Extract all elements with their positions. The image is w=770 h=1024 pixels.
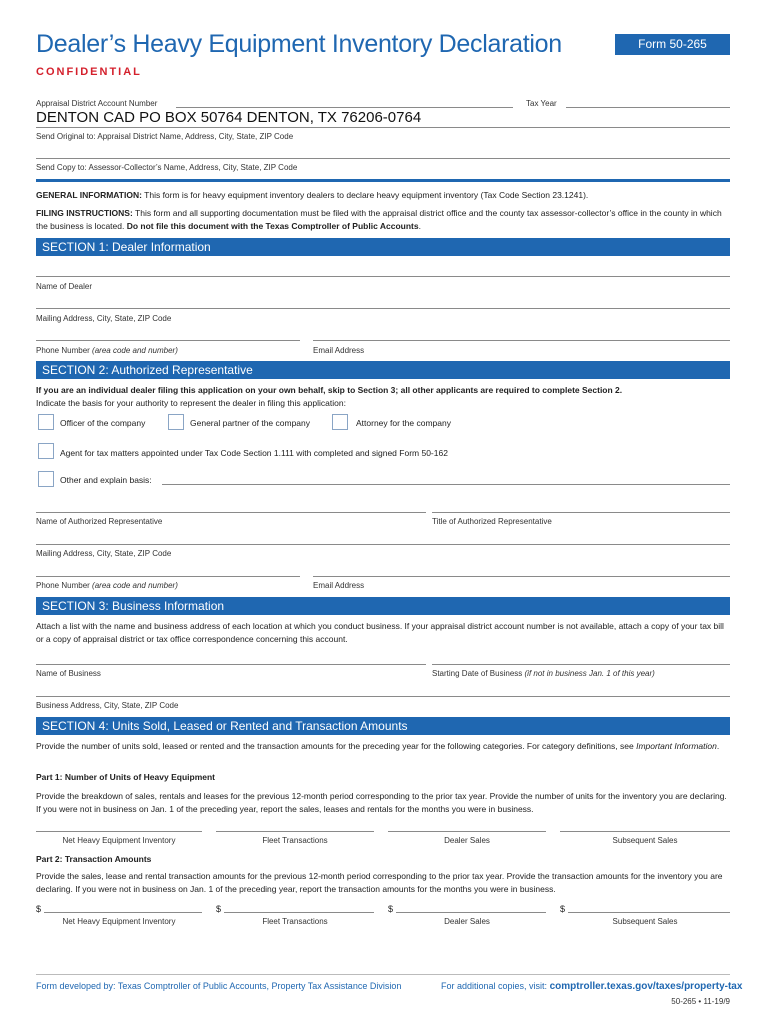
confidential-label: CONFIDENTIAL [36, 66, 142, 78]
business-name-field[interactable] [36, 664, 426, 665]
part-1-text: Provide the breakdown of sales, rentals and leases for the previous 12-month period corresponding to the prior tax year. Provide the number of units for the inventory you are declaring. If you were not in business on Jan. 1 of the preceding year, report the sales, leases and rentals for the months you were in business. [36, 791, 727, 814]
appraisal-account-label: Appraisal District Account Number [36, 99, 158, 108]
rep-email-field[interactable] [313, 576, 730, 577]
send-original-line [36, 127, 730, 128]
footer-divider [36, 974, 730, 975]
rep-phone-label: Phone Number (area code and number) [36, 581, 178, 590]
section-2-header: SECTION 2: Authorized Representative [36, 361, 730, 379]
section-4-header: SECTION 4: Units Sold, Leased or Rented and Transaction Amounts [36, 717, 730, 735]
dealer-name-label: Name of Dealer [36, 282, 93, 291]
business-address-label: Business Address, City, State, ZIP Code [36, 701, 179, 710]
units-dealer-sales-field[interactable] [388, 831, 546, 832]
footer-developed-by: Form developed by: Texas Comptroller of Public Accounts, Property Tax Assistance Division [36, 981, 402, 991]
send-original-value[interactable]: DENTON CAD PO BOX 50764 DENTON, TX 76206-0764 [36, 109, 422, 126]
units-net-inventory-label: Net Heavy Equipment Inventory [62, 836, 176, 845]
dealer-email-label: Email Address [313, 346, 365, 355]
rep-phone-field[interactable] [36, 576, 300, 577]
header-divider [36, 179, 730, 182]
other-checkbox[interactable] [38, 471, 54, 487]
rep-title-field[interactable] [432, 512, 730, 513]
units-fleet-label: Fleet Transactions [262, 836, 328, 845]
dollar-sign: $ [388, 904, 394, 914]
amount-fleet-field[interactable] [224, 912, 374, 913]
rep-title-label: Title of Authorized Representative [432, 517, 552, 526]
dollar-sign: $ [36, 904, 42, 914]
general-info-title: GENERAL INFORMATION: [36, 190, 142, 200]
start-date-label: Starting Date of Business (if not in business Jan. 1 of this year) [432, 669, 655, 678]
rep-name-field[interactable] [36, 512, 426, 513]
part-2-text: Provide the sales, lease and rental transaction amounts for the previous 12-month period corresponding to the prior tax year. Provide the transaction amounts for the inventory you are declaring. If you were not in business on Jan. 1 of the preceding year, report the transaction amounts for the months you were in business. [36, 871, 723, 894]
rep-mailing-label: Mailing Address, City, State, ZIP Code [36, 549, 172, 558]
business-address-field[interactable] [36, 696, 730, 697]
form-title: Dealer’s Heavy Equipment Inventory Declaration [36, 30, 562, 58]
units-dealer-sales-label: Dealer Sales [444, 836, 490, 845]
units-fleet-field[interactable] [216, 831, 374, 832]
amount-dealer-sales-label: Dealer Sales [444, 917, 490, 926]
other-label: Other and explain basis: [60, 475, 152, 485]
rep-mailing-field[interactable] [36, 544, 730, 545]
amount-subsequent-sales-field[interactable] [568, 912, 730, 913]
dealer-mailing-field[interactable] [36, 308, 730, 309]
officer-checkbox[interactable] [38, 414, 54, 430]
dollar-sign: $ [216, 904, 222, 914]
part-2-title: Part 2: Transaction Amounts [36, 854, 152, 864]
units-subsequent-sales-field[interactable] [560, 831, 730, 832]
dealer-phone-field[interactable] [36, 340, 300, 341]
send-copy-field[interactable] [36, 158, 730, 159]
filing-instructions [36, 207, 730, 233]
send-copy-label: Send Copy to: Assessor-Collector’s Name, Address, City, State, ZIP Code [36, 163, 298, 172]
general-info-text: This form is for heavy equipment inventory dealers to declare heavy equipment inventory (Tax Code Section 23.1241). [141, 190, 589, 200]
tax-year-field[interactable] [566, 107, 730, 108]
amount-subsequent-sales-label: Subsequent Sales [612, 917, 678, 926]
section-1-header: SECTION 1: Dealer Information [36, 238, 730, 256]
general-partner-label: General partner of the company [190, 418, 311, 428]
attorney-checkbox[interactable] [332, 414, 348, 430]
amount-net-inventory-field[interactable] [44, 912, 202, 913]
amount-dealer-sales-field[interactable] [396, 912, 546, 913]
filing-end: . [418, 221, 421, 231]
units-subsequent-sales-label: Subsequent Sales [612, 836, 678, 845]
appraisal-account-field[interactable] [176, 107, 513, 108]
section-3-header: SECTION 3: Business Information [36, 597, 730, 615]
dealer-mailing-label: Mailing Address, City, State, ZIP Code [36, 314, 172, 323]
section-4-intro: Provide the number of units sold, leased or rented and the transaction amounts for the preceding year for the following categories. For category definitions, see Important Information. [36, 741, 720, 751]
section-3-intro: Attach a list with the name and business address of each location at which you conduct business. If your appraisal district account number is not available, attach a copy of your tax bill or a copy of appraisal district or tax office correspondence concerning this account. [36, 621, 724, 644]
units-net-inventory-field[interactable] [36, 831, 202, 832]
dealer-phone-label: Phone Number (area code and number) [36, 346, 178, 355]
dealer-email-field[interactable] [313, 340, 730, 341]
form-number-badge: Form 50-265 [615, 34, 730, 55]
dollar-sign: $ [560, 904, 566, 914]
amount-fleet-label: Fleet Transactions [262, 917, 328, 926]
section-2-intro: Indicate the basis for your authority to represent the dealer in filing this application: [36, 398, 346, 408]
section-2-intro-bold: If you are an individual dealer filing this application on your own behalf, skip to Section 3; all other applicants are required to complete Section 2. [36, 385, 623, 395]
filing-text: This form and all supporting documentation must be filed with the appraisal district office and the county tax assessor-collector’s office in the county in which the business is located. [36, 208, 722, 231]
start-date-field[interactable] [432, 664, 730, 665]
agent-checkbox[interactable] [38, 443, 54, 459]
footer-copies: For additional copies, visit: comptroller.texas.gov/taxes/property-tax [441, 981, 743, 992]
attorney-label: Attorney for the company [356, 418, 451, 428]
dealer-name-field[interactable] [36, 276, 730, 277]
rep-name-label: Name of Authorized Representative [36, 517, 163, 526]
comptroller-link[interactable]: comptroller.texas.gov/taxes/property-tax [549, 981, 743, 992]
agent-label: Agent for tax matters appointed under Tax Code Section 1.111 with completed and signed Form 50-162 [60, 448, 448, 458]
form-code: 50-265 • 11-19/9 [671, 997, 730, 1006]
officer-label: Officer of the company [60, 418, 146, 428]
tax-year-label: Tax Year [526, 99, 557, 108]
filing-title: FILING INSTRUCTIONS: [36, 208, 133, 218]
send-original-label: Send Original to: Appraisal District Name, Address, City, State, ZIP Code [36, 132, 294, 141]
general-partner-checkbox[interactable] [168, 414, 184, 430]
other-explain-field[interactable] [162, 484, 730, 485]
amount-net-inventory-label: Net Heavy Equipment Inventory [62, 917, 176, 926]
general-information [36, 189, 730, 202]
rep-email-label: Email Address [313, 581, 365, 590]
business-name-label: Name of Business [36, 669, 101, 678]
filing-warning: Do not file this document with the Texas Comptroller of Public Accounts [126, 221, 419, 231]
part-1-title: Part 1: Number of Units of Heavy Equipment [36, 772, 215, 782]
